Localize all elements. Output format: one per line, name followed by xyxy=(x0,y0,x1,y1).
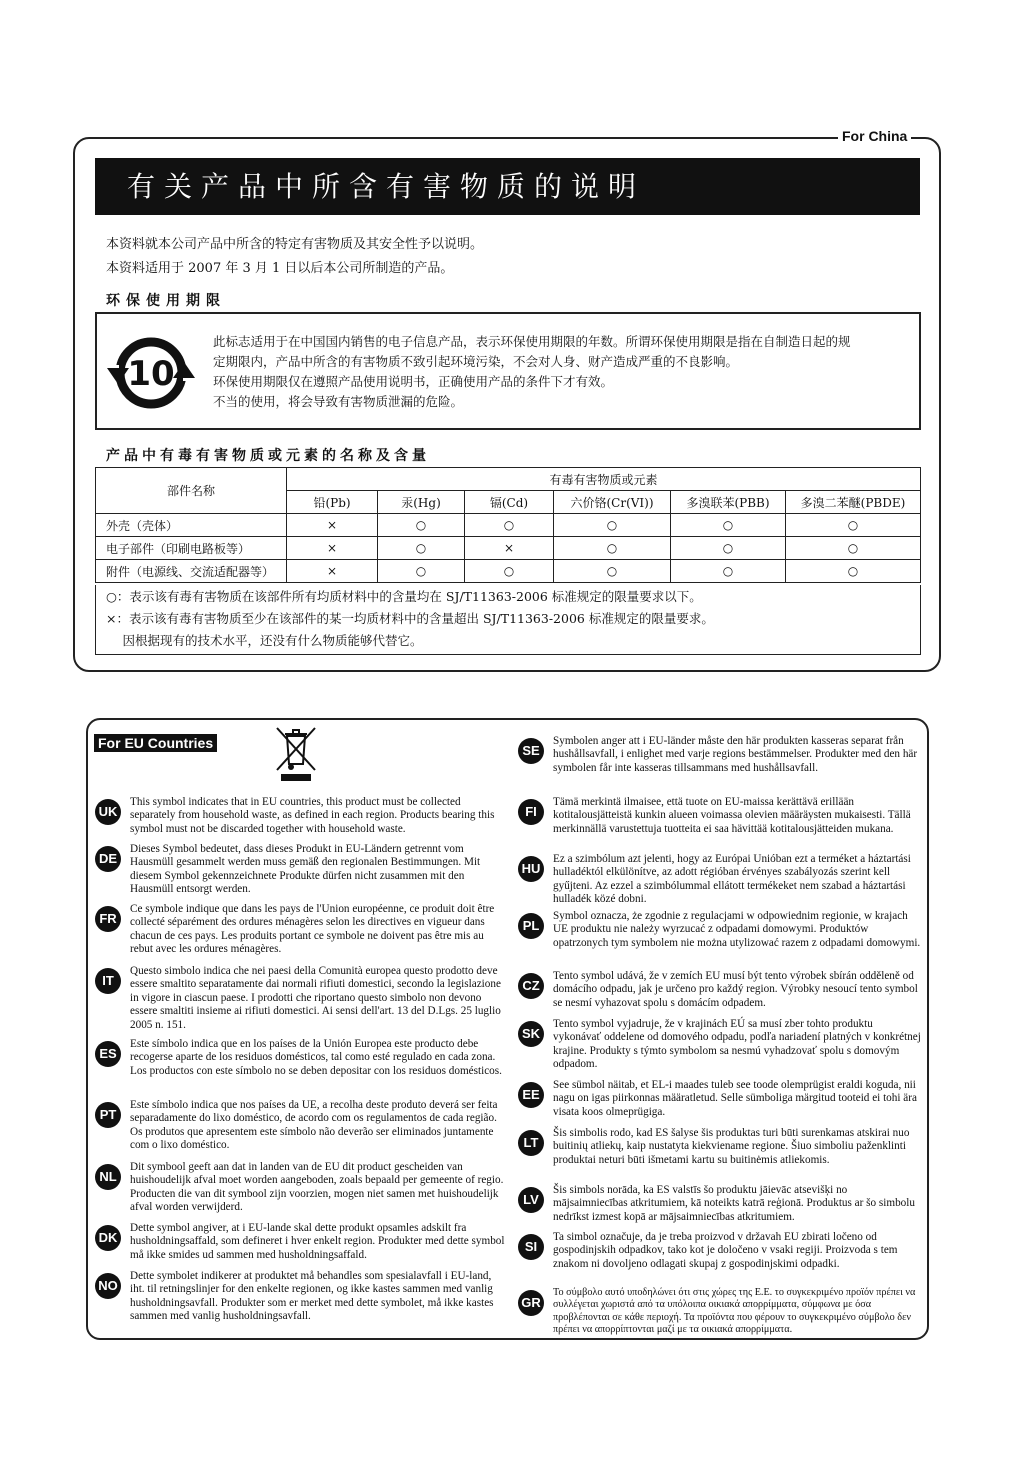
cell: × xyxy=(287,560,378,583)
cell: ○ xyxy=(554,560,671,583)
cell: × xyxy=(465,537,554,560)
eu-entry-text: Šis simbols norāda, ka ES valstīs šo produktu jāievāc atsevišķi no mājsaimniecības atkritumiem, kā noteikts katrā reģionā. Produktus ar šo simbolu nedrīkst izmest kopā ar mājsaimniecības atkritumiem. xyxy=(553,1184,915,1223)
country-badge-nl: NL xyxy=(95,1164,121,1190)
cell: ○ xyxy=(378,537,465,560)
cell: × xyxy=(287,514,378,537)
country-badge-no: NO xyxy=(95,1273,121,1299)
efup-line: 定期限内，产品中所含的有害物质不致引起环境污染，不会对人身、财产造成严重的不良影响。 xyxy=(213,354,739,369)
part-name: 电子部件（印刷电路板等） xyxy=(96,537,287,560)
eu-entry-text: Questo simbolo indica che nei paesi della Comunità europea questo prodotto deve essere smaltito separatamente dai normali rifiuti domestici, secondo la legislazione in vigore in ciascun paese. I prodotti che riportano questo simbolo non devono essere smaltiti insieme ai rifiuti domestici. Ai sensi dell'art. 13 del D.Lgs. 25 luglio 2005 n. 151. xyxy=(130,965,501,1031)
cell: ○ xyxy=(786,560,921,583)
country-badge-si: SI xyxy=(518,1234,544,1260)
china-banner-title: 有关产品中所含有害物质的说明 xyxy=(95,158,920,215)
eu-entry-text: Dieses Symbol bedeutet, dass dieses Produkt in EU-Ländern getrennt vom Hausmüll gesammelt werden muss gemäß den regionalen Bestimmungen. Mit diesem Symbol gekennzeichnete Produkte dürfen nicht zusammen mit den Hausmüll entsorgt werden. xyxy=(130,843,481,896)
column-header: 汞(Hg) xyxy=(378,491,465,514)
cell: ○ xyxy=(378,560,465,583)
eu-entry-text: Este símbolo indica que nos países da UE, a recolha deste produto deverá ser feita separadamente do lixo doméstico, de acordo com os regulamentos de cada região. Os produtos que apresentem este símbolo não deverão ser eliminados juntamente com o lixo doméstico. xyxy=(130,1099,498,1152)
table-row xyxy=(96,537,921,560)
eu-entry-text: Dit symbool geeft aan dat in landen van de EU dit product gescheiden van huishoudelijk afval moet worden aangeboden, zoals bepaald per gemeente of regio. Producten die van dit symbool zijn voorzien, mogen niet samen met huishoudelijk afval worden verwijderd. xyxy=(130,1161,504,1214)
cell: ○ xyxy=(554,537,671,560)
eu-entry-text: Dette symbolet indikerer at produktet må behandles som spesialavfall i EU-land, iht. til retningslinjer for den enkelte regionen, og ikke kastes sammen med vanlig husholdningsavfall. Produkter som er merket med dette symbolet, må ikke kastes sammen med vanlig husholdningsavfall. xyxy=(130,1270,494,1323)
column-header: 多溴二苯醚(PBDE) xyxy=(786,491,921,514)
legend-line: 因根据现有的技术水平，还没有什么物质能够代替它。 xyxy=(106,633,423,648)
country-badge-fr: FR xyxy=(95,906,121,932)
eu-entry-text: See sümbol näitab, et EL-i maades tuleb see toode olemprügist eraldi koguda, nii nagu on igas piirkonnas määratletud. Selle sümboliga märgitud tooteid ei tohi ära visata koos olmeprügiga. xyxy=(553,1079,917,1118)
eu-entry-text: Este símbolo indica que en los países de la Unión Europea este producto debe recogerse aparte de los residuos domésticos, tal como esté regulado en cada zona. Los productos con este símbolo no se deben depositar con los residuos domésticos. xyxy=(130,1038,502,1077)
eu-entry-text: Symbolen anger att i EU-länder måste den här produkten kasseras separat från hushållsavfall, i enlighet med varje regions bestämmelser. Produkter med den här symbolen får inte kasseras tillsammans med hushållsavfall. xyxy=(553,735,918,774)
part-name-header: 部件名称 xyxy=(96,468,287,514)
efup-heading: 环保使用期限 xyxy=(106,293,226,309)
country-badge-hu: HU xyxy=(518,856,544,882)
efup-number: 10 xyxy=(127,354,175,394)
part-name: 附件（电源线、交流适配器等） xyxy=(96,560,287,583)
country-badge-uk: UK xyxy=(95,799,121,825)
eu-entry-text: This symbol indicates that in EU countries, this product must be collected separately from household waste, as defined in each region. Products bearing this symbol must not be discarded together with household waste. xyxy=(130,796,495,835)
efup-line: 此标志适用于在中国国内销售的电子信息产品，表示环保使用期限的年数。所谓环保使用期限是指在自制造日起的规 xyxy=(213,334,851,349)
cell: ○ xyxy=(671,514,786,537)
eu-entry-text: Tento symbol udává, že v zemích EU musí být tento výrobek sbírán odděleně od domácího odpadu, jak je určeno pro každý region. Výrobky nesoucí tento symbol se nesmí vyhazovat spolu s domácím odpadem. xyxy=(553,970,918,1009)
eu-entry-text: Ta simbol označuje, da je treba proizvod v državah EU zbirati ločeno od gospodinjskih odpadkov, tako kot je določeno v vsaki regiji. Proizvoda s tem znakom ni dovoljeno odlagati skupaj z gospodinjskimi odpadki. xyxy=(553,1231,898,1270)
cell: ○ xyxy=(465,560,554,583)
china-intro xyxy=(106,233,483,281)
legend-line: ×：表示该有毒有害物质至少在该部件的某一均质材料中的含量超出 SJ/T11363-2006 标准规定的限量要求。 xyxy=(106,611,714,626)
cell: ○ xyxy=(786,514,921,537)
country-badge-ee: EE xyxy=(518,1082,544,1108)
cell: ○ xyxy=(465,514,554,537)
efup-description xyxy=(213,332,851,412)
efup-box xyxy=(95,312,921,430)
table-legend xyxy=(95,585,921,655)
table-row xyxy=(96,560,921,583)
country-badge-es: ES xyxy=(95,1041,121,1067)
cell: ○ xyxy=(671,537,786,560)
eu-entry-text: Ce symbole indique que dans les pays de l'Union européenne, ce produit doit être collecté séparément des ordures ménagères selon les directives en vigueur dans chacun de ces pays. Les produits portant ce symbole ne doivent pas être mis au rebut avec les ordures ménagères. xyxy=(130,903,495,956)
hazard-substance-table xyxy=(95,467,921,583)
table-row xyxy=(96,514,921,537)
cell: ○ xyxy=(378,514,465,537)
country-badge-pt: PT xyxy=(95,1102,121,1128)
substance-group-header: 有毒有害物质或元素 xyxy=(287,468,921,491)
country-badge-lv: LV xyxy=(518,1187,544,1213)
country-badge-fi: FI xyxy=(518,799,544,825)
crossed-out-wheelie-bin-icon xyxy=(275,726,317,782)
column-header: 铅(Pb) xyxy=(287,491,378,514)
eu-entry-text: Dette symbol angiver, at i EU-lande skal dette produkt opsamles adskilt fra husholdningsaffald, som defineret i hver enkelt region. Produkter med dette symbol må ikke smides ud sammen med husholdningsaffald. xyxy=(130,1222,505,1261)
eu-entry-text: Symbol oznacza, że zgodnie z regulacjami w odpowiednim regionie, w krajach UE produktu nie należy wyrzucać z odpadami domowymi. Produktów opatrzonych tym symbolem nie można utylizować razem z odpadami domowymi. xyxy=(553,910,921,949)
column-header: 多溴联苯(PBB) xyxy=(671,491,786,514)
country-badge-se: SE xyxy=(518,738,544,764)
efup-line: 环保使用期限仅在遵照产品使用说明书，正确使用产品的条件下才有效。 xyxy=(213,374,614,389)
part-name: 外壳（壳体） xyxy=(96,514,287,537)
country-badge-pl: PL xyxy=(518,913,544,939)
for-china-label: For China xyxy=(838,128,911,144)
legend-line: ○：表示该有毒有害物质在该部件所有均质材料中的含量均在 SJ/T11363-2006 标准规定的限量要求以下。 xyxy=(106,589,702,604)
column-header: 镉(Cd) xyxy=(465,491,554,514)
eu-entry-text: Tämä merkintä ilmaisee, että tuote on EU-maissa kerättävä erillään kotitalousjätteistä kunkin alueen voimassa olevien määräysten mukaisesti. Tällä merkinnällä varustettuja tuotteita ei saa hävittää kotitalousjätteiden mukana. xyxy=(553,796,911,835)
eu-entry-text: Το σύμβολο αυτό υποδηλώνει ότι στις χώρες της Ε.Ε. το συγκεκριμένο προϊόν πρέπει να συλλέγεται χωριστά από τα υπόλοιπα οικιακά απορρίμματα, σύμφωνα με όσα προβλέπονται σε κάθε περιοχή. Τα προϊόντα που φέρουν το συγκεκριμένο σύμβολο δεν πρέπει να απορρίπτονται μαζί με τα οικιακά απορρίμματα. xyxy=(553,1287,916,1336)
efup-line: 不当的使用，将会导致有害物质泄漏的危险。 xyxy=(213,394,464,409)
cell: ○ xyxy=(554,514,671,537)
country-badge-gr: GR xyxy=(518,1290,544,1316)
efup-10-logo-icon xyxy=(103,332,199,414)
china-intro-line: 本资料适用于 2007 年 3 月 1 日以后本公司所制造的产品。 xyxy=(106,261,454,276)
cell: ○ xyxy=(786,537,921,560)
china-intro-line: 本资料就本公司产品中所含的特定有害物质及其安全性予以说明。 xyxy=(106,237,484,252)
country-badge-cz: CZ xyxy=(518,973,544,999)
hazard-table-heading: 产品中有毒有害物质或元素的名称及含量 xyxy=(106,448,430,464)
country-badge-de: DE xyxy=(95,846,121,872)
cell: ○ xyxy=(671,560,786,583)
country-badge-lt: LT xyxy=(518,1130,544,1156)
country-badge-dk: DK xyxy=(95,1225,121,1251)
country-badge-it: IT xyxy=(95,968,121,994)
for-eu-countries-label: For EU Countries xyxy=(94,734,217,752)
eu-entry-text: Šis simbolis rodo, kad ES šalyse šis produktas turi būti surenkamas atskirai nuo buitinių atliekų, kaip nustatyta kiekviename regione. Šiuo simboliu paženklinti produktai neturi būti išmetami kartu su buitinėmis atliekomis. xyxy=(553,1127,910,1166)
eu-entry-text: Tento symbol vyjadruje, že v krajinách EÚ sa musí zber tohto produktu vykonávať oddelene od domového odpadu, podľa nariadení platných v konkrétnej krajine. Produkty s týmto symbolom sa nesmú vyhadzovať spolu s domovým odpadom. xyxy=(553,1018,921,1071)
eu-entry-text: Ez a szimbólum azt jelenti, hogy az Európai Unióban ezt a terméket a háztartási hulladéktól elkülönítve, az adott régióban érvényes szabályozás szerint kell gyűjteni. Az ezzel a szimbólummal ellátott termékeket nem szabad a háztartási hulladék közé dobni. xyxy=(553,853,911,906)
column-header: 六价铬(Cr(VI)) xyxy=(554,491,671,514)
country-badge-sk: SK xyxy=(518,1021,544,1047)
cell: × xyxy=(287,537,378,560)
